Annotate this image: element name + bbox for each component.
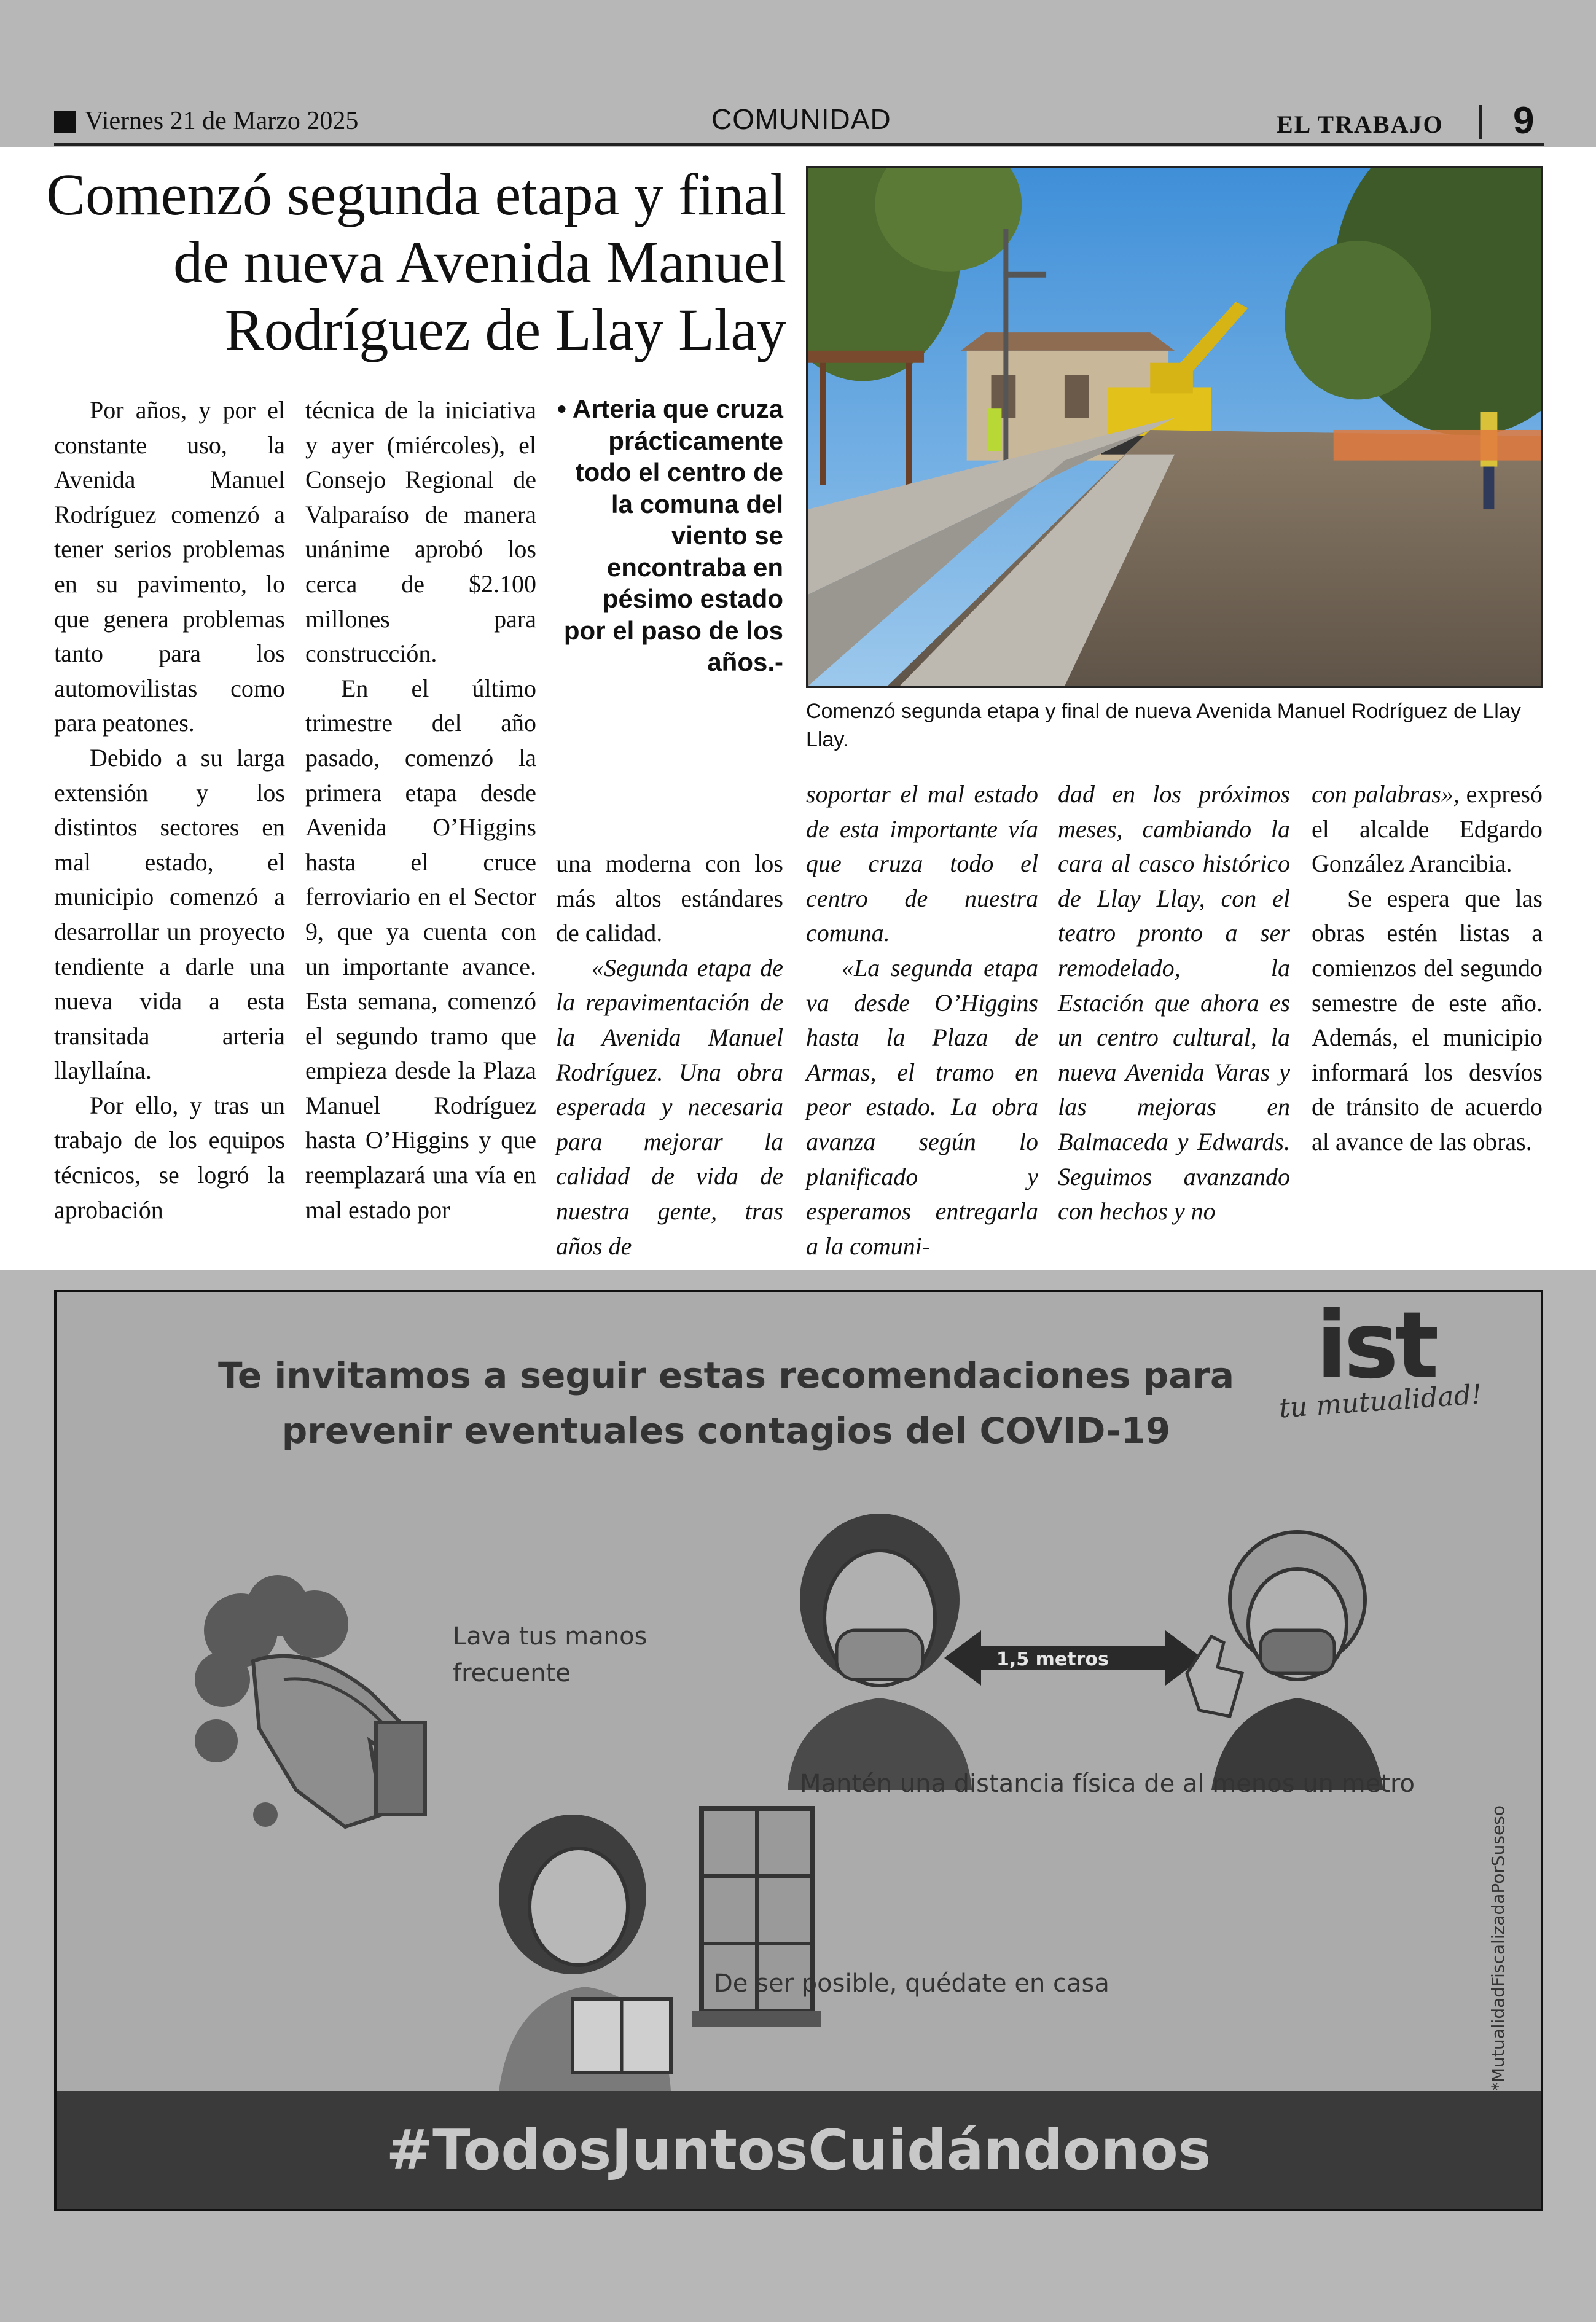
- header-square-icon: [54, 111, 76, 133]
- ist-logo: [1279, 1292, 1488, 1446]
- photo-caption: Comenzó segunda etapa y final de nueva Avenida Manuel Rodríguez de Llay Llay.: [806, 700, 1521, 751]
- article-column-5: [1058, 777, 1290, 1229]
- ad-title-line: prevenir eventuales contagios del COVID-19: [281, 1410, 1171, 1452]
- quote-paragraph: «La segunda etapa va desde O’Higgins hasta la Plaza de Armas, el tramo en peor estado. La obra avanza según lo planificado y esperamos entregarla a la comuni-: [806, 953, 1038, 1260]
- ist-logo-tagline: tu mutualidad!: [1278, 1378, 1484, 1425]
- tip-home-text: De ser posible, quédate en casa: [714, 1969, 1109, 1998]
- ad-title-line: Te invitamos a seguir estas recomendaciones para: [218, 1354, 1234, 1396]
- distance-label: 1,5 metros: [996, 1649, 1109, 1670]
- supervision-note: *MutualidadFiscalizadaPorSuseso: [1488, 1805, 1508, 2091]
- quote-paragraph: «Segunda etapa de la repavimentación de la Avenida Manuel Rodríguez. Una obra esperada y necesaria para mejorar la calidad de vida de nuestra gente, tras años de: [556, 953, 783, 1260]
- article-column-6: [1312, 777, 1543, 1160]
- pull-quote: • Arteria que cruza prácticamente todo el centro de la comuna del viento se encontraba en pésimo estado por el paso de los años.-: [557, 394, 783, 676]
- paragraph: técnica de la iniciativa y ayer (miércoles), el Consejo Regional de Valparaíso de manera unánime aprobó los cerca de $2.100 millones para construcción.: [305, 396, 536, 668]
- covid-advertisement: [54, 1290, 1543, 2211]
- ad-footer-bar: [57, 2091, 1541, 2209]
- paragraph: Debido a su larga extensión y los distintos sectores en mal estado, el municipio comenzó a desarrollar un proyecto tendiente a darle una nueva vida a esta transitada arteria llayllaína.: [54, 743, 285, 1085]
- paragraph: En el último trimestre del año pasado, comenzó la primera etapa desde Avenida O’Higgins hasta el cruce ferroviario en el Sector 9, que ya cuenta con un importante avance. Esta semana, comenzó el segundo tramo que empieza desde la Plaza Manuel Rodríguez hasta O’Higgins y que reemplazará una vía en mal estado por: [305, 674, 536, 1224]
- tip-distance-text: Mantén una distancia física de al menos un metro: [800, 1770, 1415, 1798]
- section-name: COMUNIDAD: [711, 103, 891, 135]
- road-works-photo: [806, 166, 1543, 688]
- quote-paragraph: dad en los próximos meses, cambiando la cara al casco histórico de Llay Llay, con el teatro pronto a ser remodelado, la Estación que ahora es un centro cultural, la nueva Avenida Varas y las mejoras en Balmaceda y Edwards. Seguimos avanzando con hechos y no: [1058, 780, 1290, 1226]
- article-column-1: [54, 393, 285, 1227]
- paragraph: [1312, 777, 1543, 882]
- header-divider: [1479, 105, 1482, 139]
- headline-line: de nueva Avenida Manuel: [173, 229, 786, 295]
- hand-washing-icon: [186, 1557, 444, 1864]
- headline-line: Comenzó segunda etapa y final: [46, 162, 786, 227]
- attribution: expresó el alcalde Edgardo González Arancibia.: [1312, 780, 1543, 878]
- masked-elder-icon: [1175, 1514, 1408, 1790]
- paragraph: Por años, y por el constante uso, la Avenida Manuel Rodríguez comenzó a tener serios problemas en su pavimento, lo que genera problemas tanto para los automovilistas como para peatones.: [54, 396, 285, 737]
- tip-line: Lava tus manos: [453, 1622, 647, 1651]
- campaign-hashtag: #TodosJuntosCuidándonos: [386, 2118, 1211, 2183]
- article-column-2: [305, 393, 536, 1227]
- paragraph: una moderna con los más altos estándares de calidad.: [556, 850, 783, 947]
- article-column-3: [556, 846, 783, 1264]
- tip-wash-text: [453, 1618, 647, 1692]
- article-column-4: [806, 777, 1038, 1264]
- newspaper-name: EL TRABAJO: [1277, 111, 1444, 138]
- quote-paragraph: soportar el mal estado de esta importante vía que cruza todo el centro de nuestra comuna.: [806, 780, 1038, 947]
- article-headline: [37, 161, 786, 364]
- ad-title: [149, 1348, 1304, 1458]
- stay-home-icon: [487, 1796, 831, 2091]
- page-number: 9: [1513, 100, 1535, 142]
- paragraph: Se espera que las obras estén listas a comienzos del segundo semestre de este año. Además, el municipio informará los desvíos de tránsito de acuerdo al avance de las obras.: [1312, 884, 1543, 1155]
- page-header: [54, 101, 1544, 146]
- tip-line: frecuente: [453, 1659, 571, 1687]
- quote-end: con palabras»,: [1312, 780, 1460, 808]
- issue-date: Viernes 21 de Marzo 2025: [85, 107, 359, 135]
- headline-line: Rodríguez de Llay Llay: [224, 297, 786, 362]
- paragraph: Por ello, y tras un trabajo de los equipos técnicos, se logró la aprobación: [54, 1091, 285, 1224]
- ist-logo-mark: ist: [1316, 1292, 1436, 1399]
